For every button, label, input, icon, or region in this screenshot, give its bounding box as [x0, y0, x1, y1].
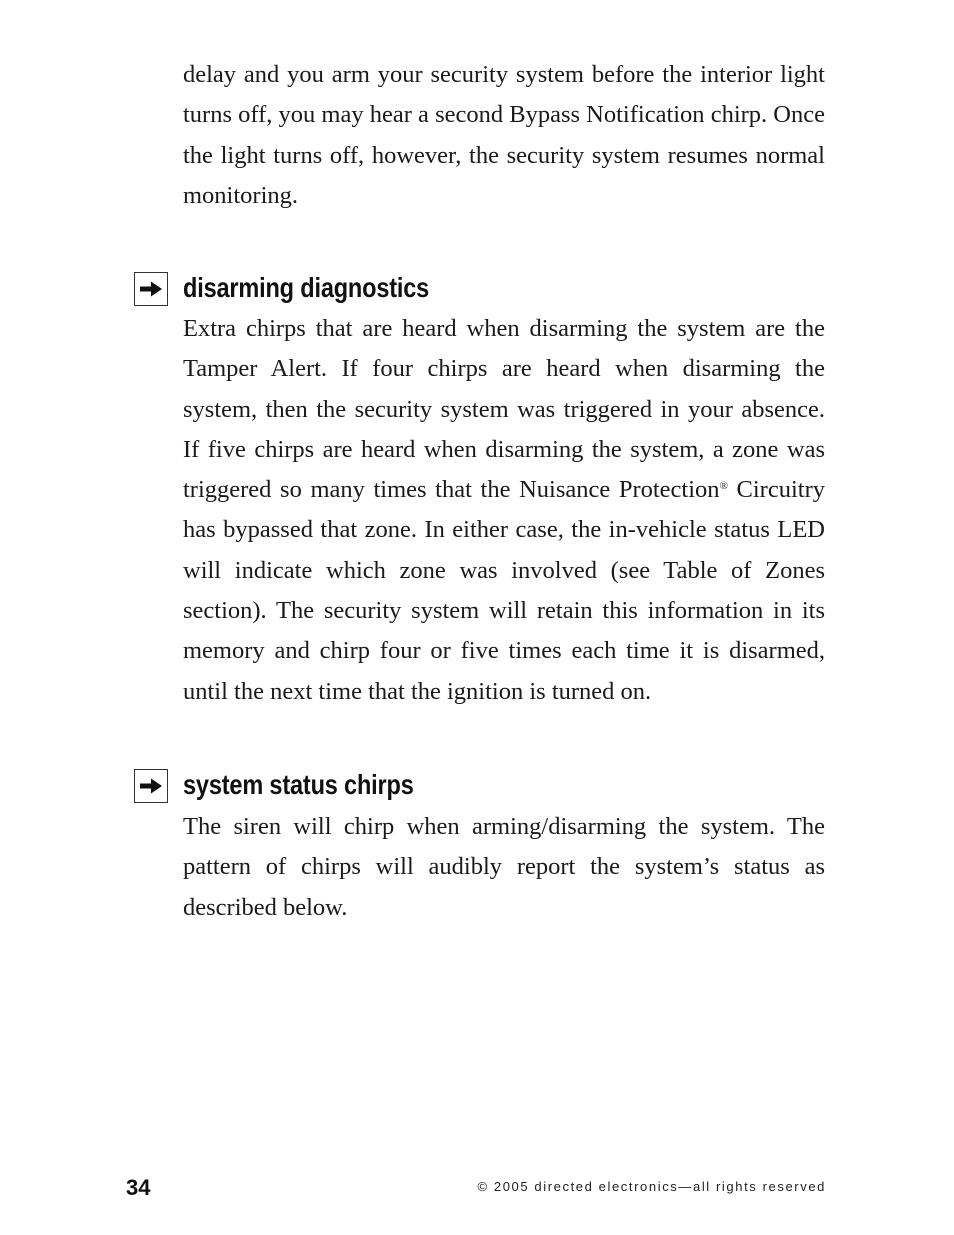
right-arrow-icon: [134, 272, 168, 306]
section-title: disarming diagnostics: [183, 272, 430, 303]
section-title: system status chirps: [183, 769, 414, 800]
registered-trademark: ®: [719, 480, 728, 493]
page-number: 34: [126, 1175, 151, 1200]
right-arrow-icon: [134, 769, 168, 803]
paragraph-text-part1: Extra chirps that are heard when disarming the system are the Tamper Alert. If four chirps are heard when disarming the system, then the security system was triggered in your absence. If five chirps are heard when disarming the system, a zone was triggered so many times that the Nuisance Protection: [183, 315, 825, 504]
intro-paragraph: delay and you arm your security system before the interior light turns off, you may hear a second Bypass Notification chirp. Once the light turns off, however, the security system resumes normal monitoring.: [183, 61, 825, 209]
disarming-diagnostics-paragraph: [183, 309, 825, 712]
copyright-notice: © 2005 directed electronics—all rights reserved: [477, 1179, 826, 1194]
system-status-chirps-paragraph: The siren will chirp when arming/disarming the system. The pattern of chirps will audibly report the system’s status as described below.: [183, 813, 825, 921]
paragraph-text-part2: Circuitry has bypassed that zone. In either case, the in-vehicle status LED will indicate which zone was involved (see Table of Zones section). The security system will retain this information in its memory and chirp four or five times each time it is disarmed, until the next time that the ignition is turned on.: [183, 476, 825, 705]
